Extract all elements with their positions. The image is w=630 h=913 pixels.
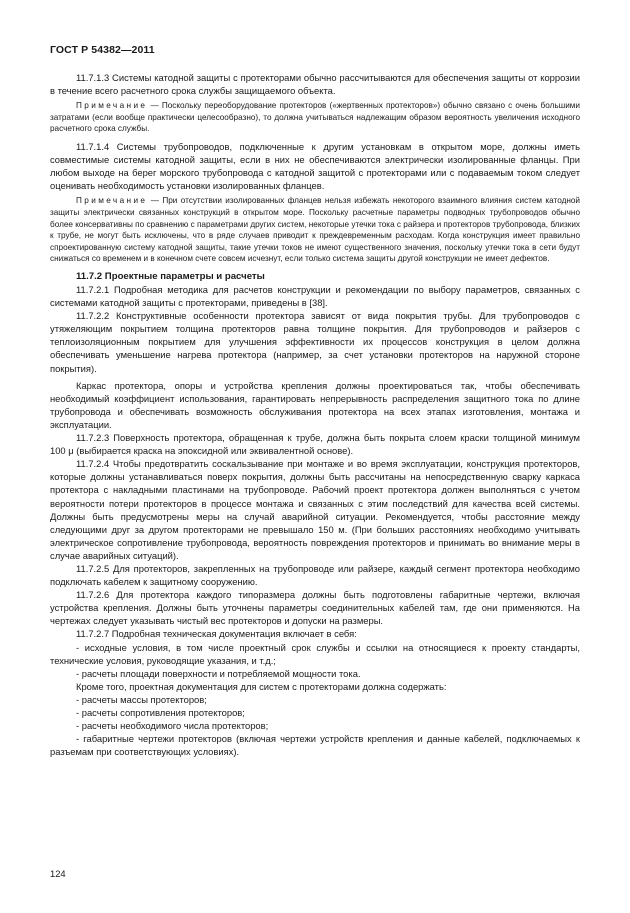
document-body bbox=[50, 71, 580, 758]
note-text: — Поскольку переоборудование протекторов («жертвенных протекторов») обычно связано с очень большими затратами (если вообще практически целесообразно), то должна учитываться надлежащим образом вероятность увеличения исходного расчетного срока службы. bbox=[50, 101, 580, 134]
paragraph-frame: Каркас протектора, опоры и устройства крепления должны проектироваться так, чтобы обеспечивать необходимый коэффициент использования, гарантировать непрерывность распределения защитного тока по длине трубопровода и обеспечивать возможность обслуживания протектора на всех этапах изготовления, монтажа и эксплуатации. bbox=[50, 379, 580, 430]
paragraph-11-7-2-1: 11.7.2.1 Подробная методика для расчетов конструкции и рекомендации по выбору параметров, связанных с системами катодной защиты с протекторами, приведены в [38]. bbox=[50, 284, 580, 309]
list-item: - исходные условия, в том числе проектный срок службы и ссылки на относящиеся к проекту стандарты, технические условия, руководящие указания, и т.д.; bbox=[50, 641, 580, 666]
note-label: Примечание bbox=[76, 196, 148, 206]
list-item: - габаритные чертежи протекторов (включая чертежи устройств крепления и данные кабелей, подключаемых к разъемам при соответствующих условиях). bbox=[50, 733, 580, 758]
paragraph-docs: Кроме того, проектная документация для систем с протекторами должна содержать: bbox=[76, 680, 447, 692]
note-text: — При отсутствии изолированных фланцев нельзя избежать некоторого взаимного влияния систем катодной защиты электрически связанных конструкций в открытом море. Поскольку расчетные параметры подводных трубопроводов обычно более консервативны по сравнению с параметрами других систем, некоторые утечки тока с райзера и протекторов трубопровода, близких к трубе, не могут быть исключены, что в ряде случаев приводит к преждевременным расходам. Когда конструкция имеет правильно спроектированную систему катодной защиты, такие утечки токов не имеют существенного значения, поскольку утечки тока в сети будут снижаться со временем и в конечном счете совсем исчезнут, если только система защиты другой конструкции не имеет дефектов. bbox=[50, 196, 580, 264]
list-item: - расчеты сопротивления протекторов; bbox=[76, 707, 245, 718]
paragraph-11-7-2-7: 11.7.2.7 Подробная техническая документация включает в себя: bbox=[76, 628, 357, 640]
paragraph-11-7-2-6: 11.7.2.6 Для протектора каждого типоразмера должны быть подготовлены габаритные чертежи, включая устройства крепления. Должны быть уточнены параметры соединительных кабелей там, где они применяются. На чертежах следует указывать чистый вес протекторов и допуски на размеры. bbox=[50, 589, 580, 627]
note-label: Примечание bbox=[76, 101, 148, 111]
paragraph-11-7-1-4: 11.7.1.4 Системы трубопроводов, подключенные к другим установкам в открытом море, должны иметь совместимые системы катодной защиты, если в них не обеспечиваются электрически изолированные фланцы. При любом выходе на берег морского трубопровода с катодной защитой с протекторами или с подаваемым током следует оценивать необходимость установки изолированных фланцев. bbox=[50, 140, 580, 192]
standard-header: ГОСТ Р 54382—2011 bbox=[50, 44, 155, 56]
page-number: 124 bbox=[50, 868, 66, 879]
section-heading-11-7-2: 11.7.2 Проектные параметры и расчеты bbox=[76, 270, 265, 282]
paragraph-11-7-2-3: 11.7.2.3 Поверхность протектора, обращенная к трубе, должна быть покрыта слоем краски толщиной минимум 100 μ (выбирается краска на эпоксидной или эквивалентной основе). bbox=[50, 432, 580, 457]
paragraph-11-7-1-3: 11.7.1.3 Системы катодной защиты с протекторами обычно рассчитываются для обеспечения защиты от коррозии в течение всего расчетного срока службы защищаемого объекта. bbox=[50, 72, 580, 97]
list-item: - расчеты массы протекторов; bbox=[76, 693, 207, 705]
paragraph-11-7-2-2: 11.7.2.2 Конструктивные особенности протектора зависят от вида покрытия трубы. Для трубопроводов с утяжеляющим покрытием толщина протекторов равна толщине покрытия. Для трубопроводов и райзеров с теплоизоляционным покрытием для улучшения эффективности их процессов конструкция в целом должна обеспечивать уменьшение нагрева протектора (например, за счет установки протекторов на наружной стороне покрытия). bbox=[50, 310, 580, 374]
list-item: - расчеты площади поверхности и потребляемой мощности тока. bbox=[76, 667, 361, 679]
note-2 bbox=[50, 195, 580, 265]
paragraph-11-7-2-4: 11.7.2.4 Чтобы предотвратить соскальзывание при монтаже и во время эксплуатации, конструкция протекторов, которые должны устанавливаться поверх покрытия, должны быть рассчитаны на непосредственную сварку каркаса протектора с накладными пластинами на трубопроводе. Рабочий проект протектора должен выполняться с учетом вероятности потери протекторов в процессе монтажа и связанных с этим последствий для качества всей системы. Должны быть предусмотрены меры на случай аварийной ситуации. Рекомендуется, чтобы расстояние между следующими друг за другом протекторами не превышало 150 м. (При больших расстояниях необходимо учитывать электрическое сопротивление трубопровода, вероятность повреждения протекторов и принимать во внимание меры в случае аварийных ситуаций). bbox=[50, 458, 580, 561]
note-1 bbox=[50, 100, 580, 135]
paragraph-11-7-2-5: 11.7.2.5 Для протекторов, закрепленных на трубопроводе или райзере, каждый сегмент протектора необходимо подключать кабелем к защитному сооружению. bbox=[50, 562, 580, 588]
list-item: - расчеты необходимого числа протекторов; bbox=[76, 720, 269, 732]
